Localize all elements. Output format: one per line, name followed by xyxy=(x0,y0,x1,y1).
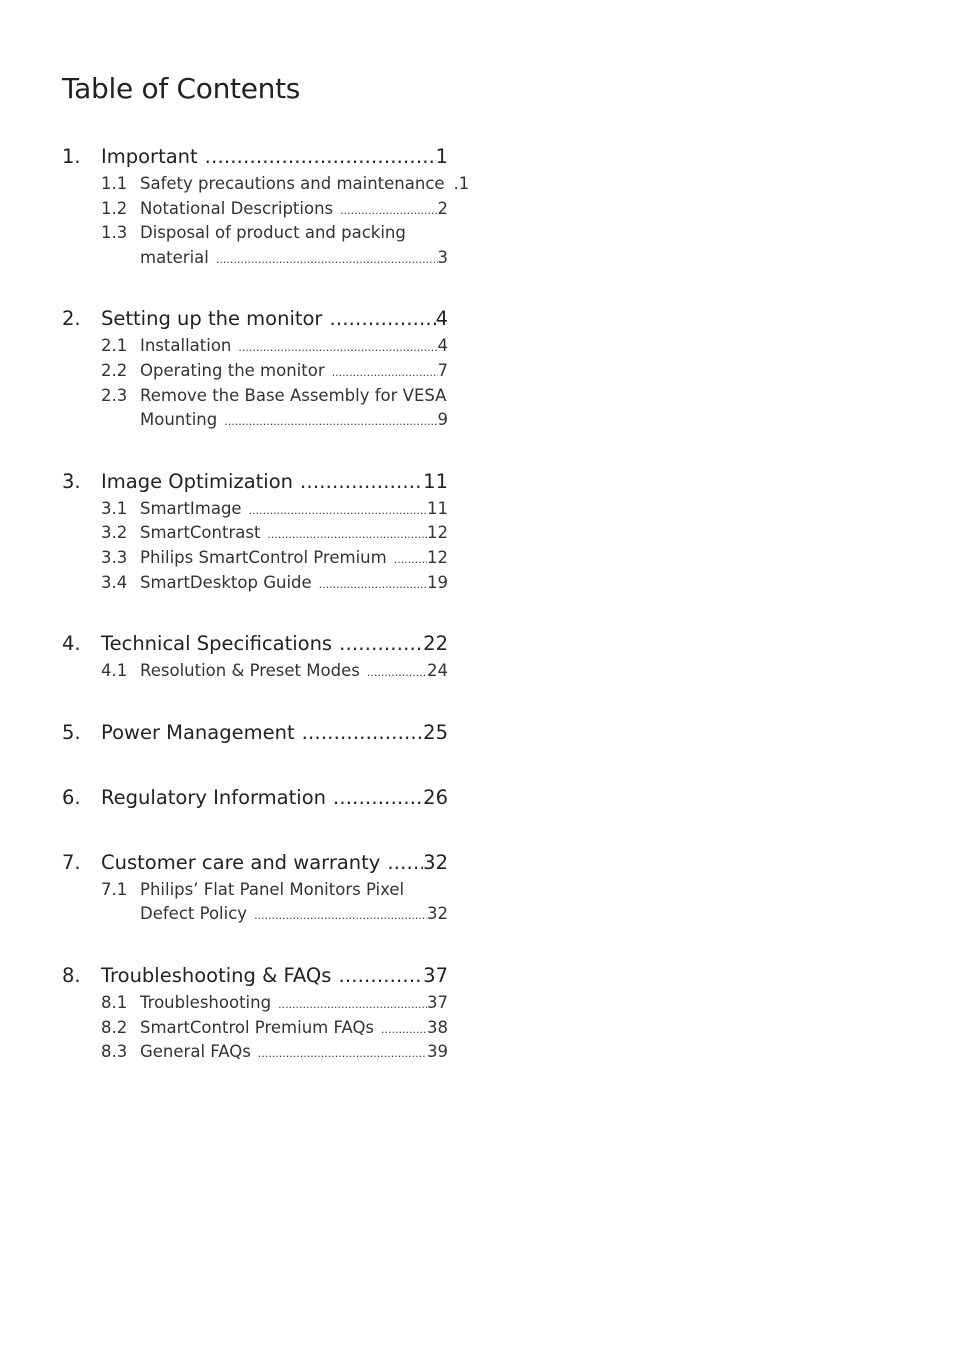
chapter-title: Technical Specifications xyxy=(101,632,333,656)
chapter-title: Troubleshooting & FAQs xyxy=(101,963,332,987)
chapter-page-number: 26 xyxy=(423,785,448,809)
dot-leader xyxy=(339,629,423,659)
subsection-page-number: 12 xyxy=(427,547,448,567)
toc-chapter-entry[interactable] xyxy=(62,467,448,497)
subsection-title: Philips’ Flat Panel Monitors Pixel xyxy=(140,879,405,899)
toc-chapter-entry[interactable] xyxy=(62,629,448,659)
subsection-page-number: 9 xyxy=(437,410,448,430)
chapter-title: Customer care and warranty xyxy=(101,850,381,874)
chapter-number: 6. xyxy=(62,785,81,809)
subsection-number: 2.1 xyxy=(101,336,128,356)
subsection-title: Safety precautions and maintenance xyxy=(140,174,445,193)
subsection-title: SmartImage xyxy=(140,498,242,518)
page-title: Table of Contents xyxy=(62,72,301,105)
subsection-page-number: 19 xyxy=(427,572,448,592)
subsection-number: 1.1 xyxy=(101,174,128,193)
subsection-page-number: 32 xyxy=(427,904,448,924)
chapter-number: 7. xyxy=(62,850,81,874)
chapter-title: Image Optimization xyxy=(101,469,294,493)
dot-leader xyxy=(216,248,438,273)
subsection-title: Philips SmartControl Premium xyxy=(140,547,387,567)
toc-subsection-entry[interactable] xyxy=(62,1040,448,1065)
subsection-number: 8.2 xyxy=(101,1017,128,1037)
chapter-title: Power Management xyxy=(101,720,295,744)
subsection-page-number: 11 xyxy=(427,498,448,518)
dot-leader xyxy=(381,1018,427,1043)
toc-subsection-entry[interactable] xyxy=(62,1016,448,1041)
chapter-number: 3. xyxy=(62,469,81,493)
chapter-title: Regulatory Information xyxy=(101,785,326,809)
dot-leader xyxy=(332,361,438,386)
chapter-page-number: 4 xyxy=(435,307,448,331)
subsection-title: Remove the Base Assembly for VESA xyxy=(140,385,447,405)
subsection-page-number: 38 xyxy=(427,1017,448,1037)
dot-leader xyxy=(300,467,423,497)
dot-leader xyxy=(367,661,427,686)
toc-subsection-entry[interactable] xyxy=(62,172,470,197)
chapter-page-number: 37 xyxy=(423,963,448,987)
dot-leader xyxy=(249,499,427,524)
subsection-title: Resolution & Preset Modes xyxy=(140,661,360,681)
dot-leader xyxy=(394,548,427,573)
toc-section xyxy=(62,848,448,927)
subsection-page-number: 37 xyxy=(427,992,448,1012)
toc-list xyxy=(62,142,470,1099)
chapter-number: 5. xyxy=(62,720,81,744)
subsection-number: 3.4 xyxy=(101,572,128,592)
subsection-number: 7.1 xyxy=(101,879,128,899)
subsection-page-number: 4 xyxy=(437,336,448,356)
dot-leader xyxy=(238,336,437,361)
chapter-page-number: 11 xyxy=(423,469,448,493)
dot-leader xyxy=(278,993,427,1018)
toc-section xyxy=(62,629,448,684)
chapter-page-number: 25 xyxy=(423,720,448,744)
dot-leader xyxy=(205,142,436,172)
dot-leader xyxy=(258,1042,427,1067)
dot-leader xyxy=(333,783,423,813)
toc-subsection-entry[interactable] xyxy=(62,497,448,522)
dot-leader xyxy=(319,573,427,598)
toc-subsection-entry[interactable] xyxy=(62,521,448,546)
toc-chapter-entry[interactable] xyxy=(62,848,448,878)
toc-subsection-entry[interactable] xyxy=(62,878,448,903)
toc-section xyxy=(62,304,448,432)
subsection-title-continued: Defect Policy xyxy=(140,904,248,924)
subsection-title: Operating the monitor xyxy=(140,360,325,380)
subsection-number: 1.2 xyxy=(101,198,128,218)
chapter-title: Setting up the monitor xyxy=(101,307,323,331)
chapter-page-number: 1 xyxy=(435,145,448,168)
toc-section xyxy=(62,467,448,595)
dot-leader xyxy=(387,848,423,878)
chapter-page-number: 22 xyxy=(423,632,448,656)
chapter-title: Important xyxy=(101,145,198,168)
subsection-page-number: 3 xyxy=(437,247,448,267)
subsection-number: 3.3 xyxy=(101,547,128,567)
dot-leader xyxy=(302,718,424,748)
subsection-page-number: 24 xyxy=(427,661,448,681)
subsection-title: Installation xyxy=(140,336,232,356)
toc-chapter-entry[interactable] xyxy=(62,961,448,991)
toc-subsection-entry[interactable] xyxy=(62,334,448,359)
toc-chapter-entry[interactable] xyxy=(62,718,448,748)
subsection-number: 8.3 xyxy=(101,1042,128,1062)
subsection-title-continued: Mounting xyxy=(140,410,218,430)
toc-subsection-entry[interactable] xyxy=(62,991,448,1016)
toc-subsection-entry[interactable] xyxy=(62,571,448,596)
chapter-number: 2. xyxy=(62,307,81,331)
subsection-page-number: .1 xyxy=(453,174,470,193)
dot-leader xyxy=(338,961,423,991)
dot-leader xyxy=(254,904,427,929)
toc-chapter-entry[interactable] xyxy=(62,783,448,813)
subsection-title: Troubleshooting xyxy=(140,992,272,1012)
subsection-number: 8.1 xyxy=(101,992,128,1012)
toc-section xyxy=(62,783,448,813)
subsection-title: SmartDesktop Guide xyxy=(140,572,312,592)
toc-section xyxy=(62,718,448,748)
toc-subsection-entry[interactable] xyxy=(62,359,448,384)
subsection-number: 2.3 xyxy=(101,385,128,405)
toc-subsection-entry[interactable] xyxy=(62,197,448,222)
toc-subsection-entry[interactable] xyxy=(62,659,448,684)
toc-chapter-entry[interactable] xyxy=(62,142,448,172)
toc-chapter-entry[interactable] xyxy=(62,304,448,334)
toc-subsection-continuation[interactable] xyxy=(62,902,448,927)
subsection-page-number: 2 xyxy=(437,198,448,218)
subsection-title: SmartControl Premium FAQs xyxy=(140,1017,375,1037)
toc-section xyxy=(62,142,470,270)
subsection-title: SmartContrast xyxy=(140,523,261,543)
dot-leader xyxy=(340,199,437,224)
subsection-number: 1.3 xyxy=(101,223,128,243)
toc-subsection-continuation[interactable] xyxy=(62,408,448,433)
toc-subsection-continuation[interactable] xyxy=(62,246,448,271)
chapter-page-number: 32 xyxy=(423,850,448,874)
dot-leader xyxy=(224,410,437,435)
subsection-title: Notational Descriptions xyxy=(140,198,334,218)
subsection-title: Disposal of product and packing xyxy=(140,223,406,243)
subsection-number: 3.1 xyxy=(101,498,128,518)
subsection-number: 4.1 xyxy=(101,661,128,681)
chapter-number: 8. xyxy=(62,963,81,987)
subsection-title-continued: material xyxy=(140,247,209,267)
subsection-page-number: 7 xyxy=(437,360,448,380)
toc-section xyxy=(62,961,448,1065)
subsection-number: 2.2 xyxy=(101,360,128,380)
toc-subsection-entry[interactable] xyxy=(62,384,448,409)
chapter-number: 1. xyxy=(62,145,81,168)
subsection-page-number: 12 xyxy=(427,523,448,543)
toc-subsection-entry[interactable] xyxy=(62,546,448,571)
subsection-number: 3.2 xyxy=(101,523,128,543)
chapter-number: 4. xyxy=(62,632,81,656)
dot-leader xyxy=(329,304,435,334)
subsection-page-number: 39 xyxy=(427,1042,448,1062)
subsection-title: General FAQs xyxy=(140,1042,251,1062)
toc-subsection-entry[interactable] xyxy=(62,221,448,246)
dot-leader xyxy=(267,523,427,548)
